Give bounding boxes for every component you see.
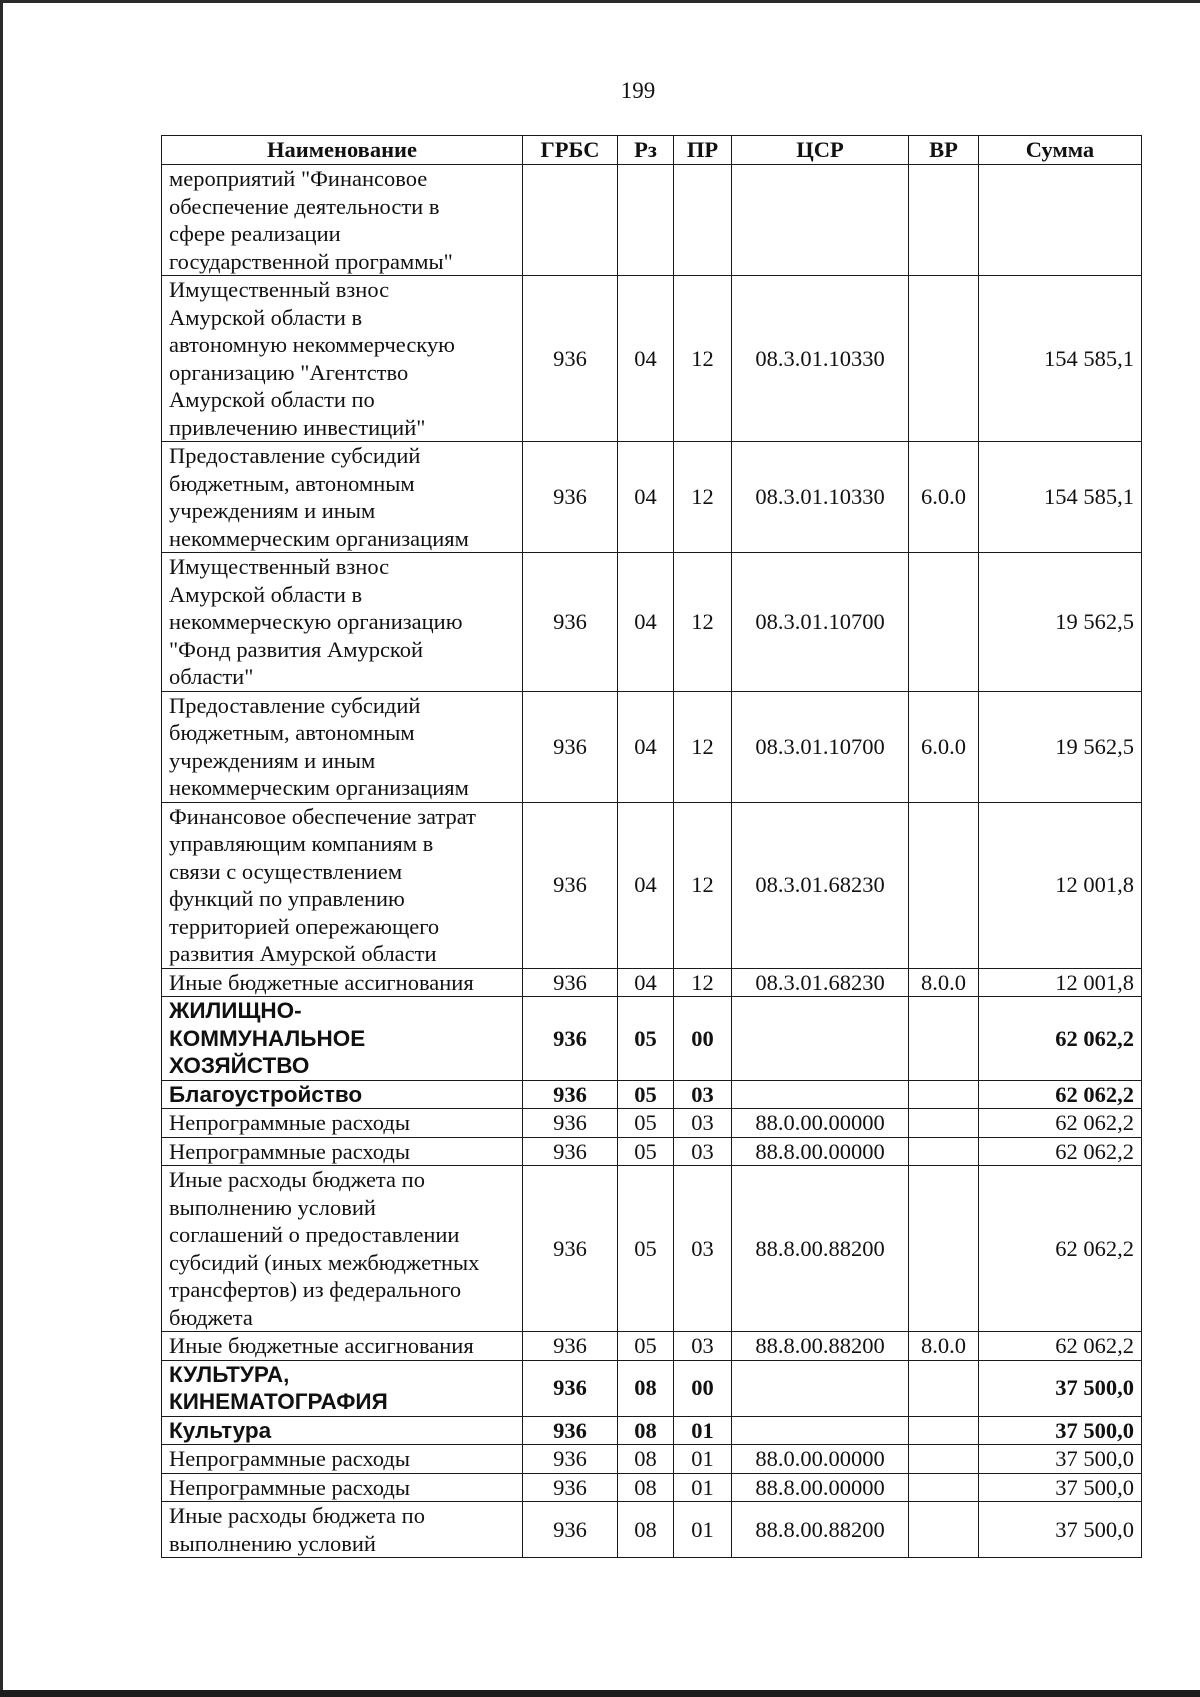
- cell-rz: 05: [618, 1109, 674, 1138]
- cell-grbs: 936: [523, 1473, 618, 1502]
- cell-pr: [674, 165, 732, 276]
- cell-name: Предоставление субсидий бюджетным, автономным учреждениям и иным некоммерческим организациям: [162, 442, 523, 553]
- cell-rz: 05: [618, 1332, 674, 1361]
- cell-sum: 12 001,8: [979, 802, 1142, 968]
- cell-grbs: 936: [523, 1080, 618, 1109]
- cell-csr: [732, 165, 909, 276]
- scan-edge-left: [0, 0, 3, 1697]
- cell-sum: 19 562,5: [979, 691, 1142, 802]
- header-name: Наименование: [162, 136, 523, 165]
- cell-csr: 08.3.01.10330: [732, 276, 909, 442]
- table-row: [162, 997, 1142, 1081]
- cell-name: мероприятий "Финансовое обеспечение деятельности в сфере реализации государственной программы": [162, 165, 523, 276]
- cell-csr: [732, 1360, 909, 1416]
- cell-pr: 00: [674, 1360, 732, 1416]
- cell-grbs: 936: [523, 1445, 618, 1474]
- cell-rz: 05: [618, 1166, 674, 1332]
- cell-csr: 88.8.00.88200: [732, 1166, 909, 1332]
- cell-name: Благоустройство: [162, 1080, 523, 1109]
- cell-sum: 62 062,2: [979, 997, 1142, 1081]
- table-row: [162, 1473, 1142, 1502]
- cell-sum: 37 500,0: [979, 1473, 1142, 1502]
- cell-grbs: 936: [523, 553, 618, 692]
- cell-sum: 37 500,0: [979, 1360, 1142, 1416]
- cell-name: Имущественный взнос Амурской области в автономную некоммерческую организацию "Агентство Амурской области по привлечению инвестиций": [162, 276, 523, 442]
- page-number: 199: [620, 78, 656, 103]
- cell-vr: [909, 802, 979, 968]
- cell-grbs: 936: [523, 1360, 618, 1416]
- cell-name: Иные бюджетные ассигнования: [162, 1332, 523, 1361]
- header-grbs: ГРБС: [523, 136, 618, 165]
- cell-sum: 62 062,2: [979, 1137, 1142, 1166]
- cell-csr: 88.8.00.88200: [732, 1502, 909, 1558]
- header-rz: Рз: [618, 136, 674, 165]
- cell-name: Предоставление субсидий бюджетным, автономным учреждениям и иным некоммерческим организациям: [162, 691, 523, 802]
- cell-pr: 12: [674, 802, 732, 968]
- cell-vr: [909, 1502, 979, 1558]
- cell-sum: 62 062,2: [979, 1332, 1142, 1361]
- cell-csr: 08.3.01.10330: [732, 442, 909, 553]
- cell-vr: [909, 1109, 979, 1138]
- cell-pr: 03: [674, 1137, 732, 1166]
- cell-pr: 12: [674, 691, 732, 802]
- cell-pr: 03: [674, 1166, 732, 1332]
- cell-name: Иные расходы бюджета по выполнению условий: [162, 1502, 523, 1558]
- cell-name: Иные расходы бюджета по выполнению условий соглашений о предоставлении субсидий (иных межбюджетных трансфертов) из федерального бюджета: [162, 1166, 523, 1332]
- cell-grbs: 936: [523, 802, 618, 968]
- cell-pr: 01: [674, 1416, 732, 1445]
- cell-sum: 37 500,0: [979, 1416, 1142, 1445]
- cell-rz: [618, 165, 674, 276]
- cell-name: Непрограммные расходы: [162, 1109, 523, 1138]
- cell-csr: 08.3.01.68230: [732, 968, 909, 997]
- cell-pr: 03: [674, 1332, 732, 1361]
- cell-csr: 88.0.00.00000: [732, 1109, 909, 1138]
- table-row: [162, 165, 1142, 276]
- cell-vr: 8.0.0: [909, 968, 979, 997]
- cell-csr: [732, 1080, 909, 1109]
- cell-name: ЖИЛИЩНО- КОММУНАЛЬНОЕ ХОЗЯЙСТВО: [162, 997, 523, 1081]
- budget-table: [161, 135, 1142, 1558]
- table-body: [162, 165, 1142, 1558]
- cell-vr: 6.0.0: [909, 442, 979, 553]
- table-row: [162, 1445, 1142, 1474]
- cell-vr: [909, 1445, 979, 1474]
- cell-pr: 01: [674, 1502, 732, 1558]
- cell-vr: [909, 1137, 979, 1166]
- table-row: [162, 1360, 1142, 1416]
- table-row: [162, 1109, 1142, 1138]
- cell-rz: 04: [618, 691, 674, 802]
- cell-rz: 05: [618, 997, 674, 1081]
- cell-pr: 12: [674, 968, 732, 997]
- cell-grbs: 936: [523, 1166, 618, 1332]
- table-row: [162, 553, 1142, 692]
- cell-name: Непрограммные расходы: [162, 1137, 523, 1166]
- cell-rz: 05: [618, 1137, 674, 1166]
- table-row: [162, 1166, 1142, 1332]
- header-sum: Сумма: [979, 136, 1142, 165]
- cell-rz: 04: [618, 276, 674, 442]
- table-row: [162, 802, 1142, 968]
- cell-csr: 08.3.01.10700: [732, 691, 909, 802]
- cell-rz: 08: [618, 1445, 674, 1474]
- cell-csr: [732, 1416, 909, 1445]
- table-row: [162, 1416, 1142, 1445]
- cell-name: КУЛЬТУРА, КИНЕМАТОГРАФИЯ: [162, 1360, 523, 1416]
- cell-vr: [909, 997, 979, 1081]
- table-row: [162, 442, 1142, 553]
- cell-sum: [979, 165, 1142, 276]
- cell-name: Непрограммные расходы: [162, 1445, 523, 1474]
- cell-pr: 01: [674, 1445, 732, 1474]
- cell-name: Непрограммные расходы: [162, 1473, 523, 1502]
- cell-rz: 04: [618, 553, 674, 692]
- cell-rz: 04: [618, 968, 674, 997]
- scan-edge-bottom: [0, 1690, 1200, 1697]
- cell-grbs: 936: [523, 1109, 618, 1138]
- cell-grbs: 936: [523, 691, 618, 802]
- scan-edge-top: [0, 0, 1200, 3]
- cell-rz: 08: [618, 1502, 674, 1558]
- cell-vr: [909, 1360, 979, 1416]
- cell-sum: 62 062,2: [979, 1080, 1142, 1109]
- cell-sum: 37 500,0: [979, 1445, 1142, 1474]
- cell-sum: 62 062,2: [979, 1166, 1142, 1332]
- cell-vr: [909, 1166, 979, 1332]
- table-header-row: [162, 136, 1142, 165]
- header-pr: ПР: [674, 136, 732, 165]
- cell-vr: [909, 276, 979, 442]
- header-csr: ЦСР: [732, 136, 909, 165]
- cell-vr: [909, 1473, 979, 1502]
- cell-pr: 03: [674, 1080, 732, 1109]
- cell-vr: [909, 553, 979, 692]
- table-row: [162, 1502, 1142, 1558]
- cell-grbs: 936: [523, 997, 618, 1081]
- cell-csr: 88.8.00.00000: [732, 1137, 909, 1166]
- cell-grbs: 936: [523, 968, 618, 997]
- cell-rz: 08: [618, 1473, 674, 1502]
- cell-vr: 6.0.0: [909, 691, 979, 802]
- cell-rz: 04: [618, 442, 674, 553]
- cell-pr: 12: [674, 276, 732, 442]
- cell-grbs: [523, 165, 618, 276]
- cell-rz: 08: [618, 1360, 674, 1416]
- cell-sum: 19 562,5: [979, 553, 1142, 692]
- table-row: [162, 968, 1142, 997]
- cell-sum: 12 001,8: [979, 968, 1142, 997]
- cell-name: Культура: [162, 1416, 523, 1445]
- table-row: [162, 1137, 1142, 1166]
- cell-vr: [909, 1080, 979, 1109]
- table-row: [162, 276, 1142, 442]
- cell-csr: 88.8.00.88200: [732, 1332, 909, 1361]
- table-row: [162, 1332, 1142, 1361]
- cell-sum: 154 585,1: [979, 276, 1142, 442]
- table-row: [162, 1080, 1142, 1109]
- cell-csr: 88.8.00.00000: [732, 1473, 909, 1502]
- cell-pr: 03: [674, 1109, 732, 1138]
- cell-vr: [909, 1416, 979, 1445]
- cell-grbs: 936: [523, 276, 618, 442]
- cell-csr: 88.0.00.00000: [732, 1445, 909, 1474]
- cell-rz: 04: [618, 802, 674, 968]
- cell-pr: 01: [674, 1473, 732, 1502]
- cell-name: Иные бюджетные ассигнования: [162, 968, 523, 997]
- cell-pr: 12: [674, 442, 732, 553]
- cell-pr: 12: [674, 553, 732, 692]
- cell-grbs: 936: [523, 1502, 618, 1558]
- cell-name: Финансовое обеспечение затрат управляющим компаниям в связи с осуществлением функций по управлению территорией опережающего развития Амурской области: [162, 802, 523, 968]
- cell-grbs: 936: [523, 1332, 618, 1361]
- cell-name: Имущественный взнос Амурской области в некоммерческую организацию "Фонд развития Амурской области": [162, 553, 523, 692]
- cell-rz: 05: [618, 1080, 674, 1109]
- cell-rz: 08: [618, 1416, 674, 1445]
- cell-grbs: 936: [523, 1416, 618, 1445]
- cell-sum: 62 062,2: [979, 1109, 1142, 1138]
- cell-sum: 154 585,1: [979, 442, 1142, 553]
- cell-vr: 8.0.0: [909, 1332, 979, 1361]
- table-row: [162, 691, 1142, 802]
- cell-csr: 08.3.01.10700: [732, 553, 909, 692]
- cell-grbs: 936: [523, 442, 618, 553]
- cell-csr: [732, 997, 909, 1081]
- cell-grbs: 936: [523, 1137, 618, 1166]
- cell-csr: 08.3.01.68230: [732, 802, 909, 968]
- cell-pr: 00: [674, 997, 732, 1081]
- header-vr: ВР: [909, 136, 979, 165]
- cell-sum: 37 500,0: [979, 1502, 1142, 1558]
- cell-vr: [909, 165, 979, 276]
